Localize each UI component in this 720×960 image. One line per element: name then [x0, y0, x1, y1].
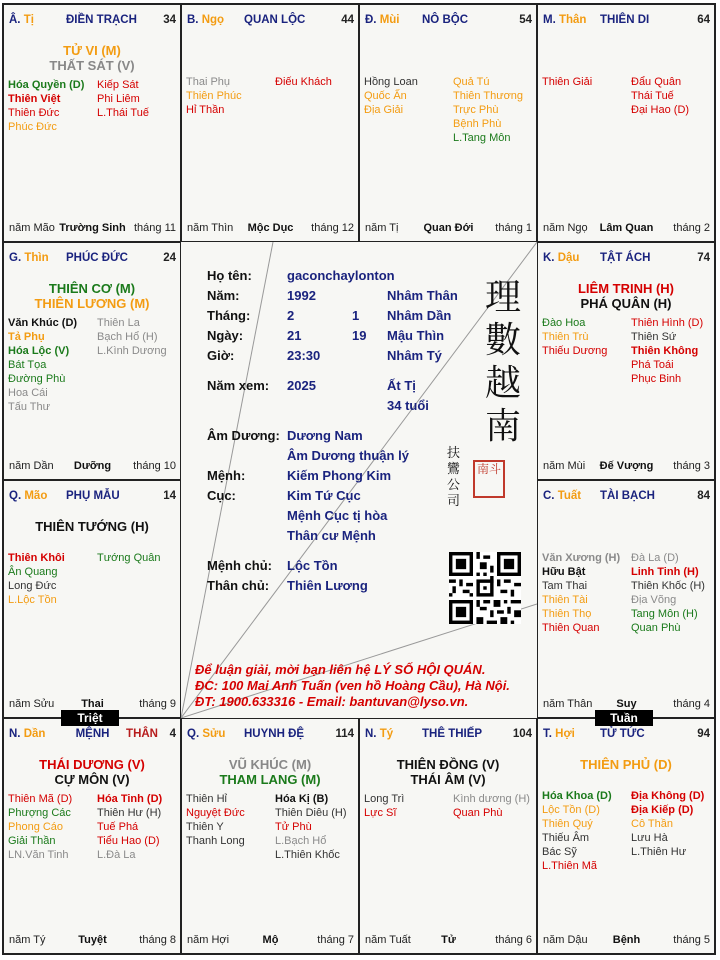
cell-age: 54 [519, 14, 532, 26]
footer-month: tháng 6 [495, 934, 532, 946]
tuan-badge: Tuần [595, 710, 653, 726]
cell-position: Â. Tị [9, 14, 34, 26]
main-stars [360, 757, 536, 787]
label-nam-xem: Năm xem: [207, 378, 270, 393]
footer-year: năm Tý [9, 934, 46, 946]
stars-column-right [97, 316, 181, 358]
red-seal-stamp: 南斗 [473, 460, 505, 498]
footer-year: năm Dần [9, 460, 54, 472]
star-item: Quan Phù [631, 622, 681, 634]
star-item: Hồng Loan [364, 76, 418, 88]
star-item: Phượng Các [8, 807, 71, 819]
main-star: THIÊN PHỦ (D) [580, 757, 672, 772]
calligraphy-char: 數 [484, 320, 521, 361]
cell-position: M. Thân [543, 14, 587, 26]
star-item: Bác Sỹ [542, 846, 577, 858]
star-item: Hóa Khoa (D) [542, 790, 612, 802]
cell-position: Đ. Mùi [365, 14, 400, 26]
star-item: Thanh Long [186, 835, 245, 847]
main-star: CỰ MÔN (V) [54, 772, 130, 787]
stars-column-left [186, 792, 272, 848]
cell-position: G. Thìn [9, 252, 49, 264]
cell-header [543, 14, 710, 28]
main-stars [538, 757, 714, 772]
triet-badge: Triệt [61, 710, 119, 726]
star-item: Tấu Thư [8, 401, 51, 413]
star-item: Hoa Cái [8, 387, 48, 399]
cell-age: 4 [169, 728, 176, 740]
star-item: Thai Phụ [186, 76, 231, 88]
cell-hoi[interactable] [537, 718, 715, 954]
footer-month: tháng 2 [673, 222, 710, 234]
star-item: Kình dương (H) [453, 793, 530, 805]
cell-header [365, 728, 532, 742]
qr-code-icon[interactable] [449, 552, 521, 624]
value-ho-ten: gaconchaylonton [287, 268, 395, 283]
label-nam: Năm: [207, 288, 240, 303]
main-star: THAM LANG (M) [219, 772, 321, 787]
cell-age: 34 [163, 14, 176, 26]
value-thang-am: 1 [352, 308, 360, 323]
star-item: Bệnh Phù [453, 118, 502, 130]
cell-header [365, 14, 532, 28]
footer-year: năm Sửu [9, 698, 55, 710]
value-cuc-2: Mệnh Cục tị hòa [287, 508, 388, 523]
cell-footer [9, 222, 176, 236]
star-item: L.Thiên Khốc [275, 849, 340, 861]
stars-column-right [631, 75, 715, 117]
footer-truong-sinh: Lâm Quan [599, 222, 654, 234]
star-item: Văn Xương (H) [542, 552, 621, 564]
cell-age: 84 [697, 490, 710, 502]
label-am-duong: Âm Dương: [207, 428, 280, 443]
cell-age: 14 [163, 490, 176, 502]
cell-footer [9, 934, 176, 948]
stars-column-right [631, 551, 715, 635]
calligraphy-char: 理 [484, 277, 521, 318]
cell-age: 74 [697, 252, 710, 264]
cell-age: 104 [512, 728, 532, 740]
stars-column-right [97, 551, 181, 565]
calligraphy-char: 越 [484, 363, 521, 404]
stars-column-left [8, 78, 94, 134]
value-tuoi: 34 tuổi [387, 398, 429, 413]
main-star: VŨ KHÚC (M) [228, 757, 312, 772]
star-item: Văn Khúc (D) [8, 317, 78, 329]
value-nam-xem: 2025 [287, 378, 316, 393]
stars-column-right [631, 789, 715, 859]
label-thang: Tháng: [207, 308, 251, 323]
star-item: Cô Thần [631, 818, 673, 830]
main-stars [4, 281, 180, 311]
main-stars [4, 43, 180, 73]
star-item: Thiên Trù [542, 331, 589, 343]
footer-year: năm Dậu [543, 934, 588, 946]
value-nam-can: Nhâm Thân [387, 288, 458, 303]
star-item: L.Lộc Tồn [8, 594, 57, 606]
star-item: Bạch Hổ (H) [97, 331, 158, 343]
cell-tuat[interactable] [537, 480, 715, 718]
label-gio: Giờ: [207, 348, 235, 363]
cell-footer [187, 222, 354, 236]
stars-column-left [8, 316, 94, 414]
star-item: Tử Phù [275, 821, 312, 833]
cell-footer [187, 934, 354, 948]
main-star: THIÊN LƯƠNG (M) [34, 296, 150, 311]
stars-column-right [453, 792, 537, 820]
calligraphy-title [473, 276, 533, 448]
palace-name: TÀI BẠCH [600, 490, 655, 502]
label-cuc: Cục: [207, 488, 236, 503]
footer-month: tháng 4 [673, 698, 710, 710]
star-item: Thiên Quý [542, 818, 593, 830]
value-nam-xem-can: Ất Tị [387, 378, 416, 393]
star-item: Lộc Tồn (D) [542, 804, 600, 816]
star-item: Thiên Khốc (H) [631, 580, 705, 592]
footer-month: tháng 7 [317, 934, 354, 946]
star-item: Hóa Kị (B) [275, 793, 329, 805]
star-item: Ân Quang [8, 566, 58, 578]
cell-than[interactable] [537, 4, 715, 242]
star-item: Long Trì [364, 793, 405, 805]
cell-position: Q. Mão [9, 490, 48, 502]
value-cuc-3: Thân cư Mệnh [287, 528, 376, 543]
footer-month: tháng 9 [139, 698, 176, 710]
main-star: THẤT SÁT (V) [49, 58, 135, 73]
star-item: Linh Tinh (H) [631, 566, 699, 578]
stars-column-left [542, 316, 628, 358]
cell-ti[interactable] [3, 4, 181, 242]
star-item: Phá Toái [631, 359, 674, 371]
stars-column-right [275, 75, 359, 89]
cell-position: T. Hợi [543, 728, 575, 740]
stars-column-left [364, 792, 450, 820]
footer-truong-sinh: Suy [616, 698, 637, 710]
star-item: Trực Phù [453, 104, 499, 116]
star-item: Thiên Giải [542, 76, 593, 88]
star-item: L.Tang Môn [453, 132, 511, 144]
than-marker: THÂN [126, 728, 158, 740]
value-gio-can: Nhâm Tý [387, 348, 442, 363]
cell-header [543, 490, 710, 504]
star-item: Phong Cáo [8, 821, 64, 833]
main-star: LIÊM TRINH (H) [577, 281, 675, 296]
footer-truong-sinh: Đế Vượng [599, 460, 654, 472]
star-item: Thiên Hư (H) [97, 807, 162, 819]
tu-vi-chart [2, 3, 716, 955]
footer-truong-sinh: Trường Sinh [59, 222, 126, 234]
star-item: Tướng Quân [97, 552, 161, 564]
palace-name: NÔ BỘC [422, 14, 468, 26]
star-item: Đường Phù [8, 373, 66, 385]
calligraphy-subtitle: 扶鸞公司 [447, 446, 461, 509]
footer-year: năm Tuất [365, 934, 411, 946]
star-item: Thiên Y [186, 821, 224, 833]
star-item: Thiên Mã (D) [8, 793, 73, 805]
cell-position: K. Dậu [543, 252, 580, 264]
cell-header [187, 14, 354, 28]
star-item: Hữu Bật [542, 566, 586, 578]
footer-month: tháng 11 [133, 222, 176, 234]
palace-name: ĐIỀN TRẠCH [66, 14, 137, 26]
main-star: THIÊN CƠ (M) [48, 281, 136, 296]
stars-column-right [97, 792, 181, 862]
star-item: Thiên Đức [8, 107, 60, 119]
cell-age: 64 [697, 14, 710, 26]
star-item: Thiên Sứ [631, 331, 677, 343]
value-am-duong: Dương Nam [287, 428, 363, 443]
star-item: Quan Phù [453, 807, 503, 819]
label-menh-chu: Mệnh chủ: [207, 558, 272, 573]
cell-position: C. Tuất [543, 490, 582, 502]
star-item: Quả Tú [453, 76, 490, 88]
cell-position: N. Tý [365, 728, 394, 740]
star-item: Tả Phụ [8, 331, 45, 343]
cell-header [9, 14, 176, 28]
star-item: Thiên Thọ [542, 608, 592, 620]
value-nam: 1992 [287, 288, 316, 303]
stars-column-left [8, 551, 94, 607]
footer-year: năm Thìn [187, 222, 234, 234]
star-item: L.Đà La [97, 849, 136, 861]
star-item: Đẩu Quân [631, 76, 682, 88]
star-item: L.Kình Dương [97, 345, 167, 357]
star-item: Thái Tuế [631, 90, 674, 102]
palace-name: THÊ THIẾP [422, 728, 483, 740]
star-item: LN.Văn Tinh [8, 849, 69, 861]
footer-month: tháng 10 [133, 460, 176, 472]
value-gio: 23:30 [287, 348, 321, 363]
cell-age: 44 [341, 14, 354, 26]
star-item: Hóa Quyền (D) [8, 79, 85, 91]
star-item: Thiên Hỉ [186, 793, 227, 805]
star-item: L.Bạch Hổ [275, 835, 327, 847]
star-item: Quốc Ấn [364, 90, 407, 102]
palace-name: THIÊN DI [600, 14, 650, 26]
footer-month: tháng 12 [311, 222, 354, 234]
cell-footer [9, 460, 176, 474]
footer-year: năm Tị [365, 222, 399, 234]
cell-age: 24 [163, 252, 176, 264]
footer-truong-sinh: Mộ [262, 934, 279, 946]
star-item: Thiếu Âm [542, 832, 590, 844]
stars-column-right [453, 75, 537, 145]
star-item: Lực Sĩ [364, 807, 397, 819]
star-item: Thiên Tài [542, 594, 588, 606]
star-item: Thiên Phúc [186, 90, 242, 102]
stars-column-right [97, 78, 181, 120]
value-am-duong-2: Âm Dương thuận lý [287, 448, 409, 463]
cell-header [543, 252, 710, 266]
label-than-chu: Thân chủ: [207, 578, 270, 593]
star-item: Địa Không (D) [631, 790, 705, 802]
stars-column-left [542, 75, 628, 89]
value-menh-chu: Lộc Tồn [287, 558, 338, 573]
cell-ngo[interactable] [181, 4, 359, 242]
footer-month: tháng 5 [673, 934, 710, 946]
footer-truong-sinh: Tử [441, 934, 456, 946]
star-item: Tiểu Hao (D) [97, 835, 160, 847]
main-star: THÁI DƯƠNG (V) [39, 757, 145, 772]
main-stars [4, 757, 180, 787]
main-star: TỬ VI (M) [63, 43, 121, 58]
star-item: Thiên Quan [542, 622, 600, 634]
star-item: Hóa Tinh (D) [97, 793, 163, 805]
star-item: Bát Tọa [8, 359, 47, 371]
main-star: PHÁ QUÂN (H) [580, 296, 672, 311]
palace-name: PHỤ MẪU [66, 490, 120, 502]
star-item: Thiên Diêu (H) [275, 807, 347, 819]
star-item: Phi Liêm [97, 93, 140, 105]
star-item: Kiếp Sát [97, 79, 139, 91]
contact-line-2: ĐC: 100 Mai Anh Tuấn (ven hồ Hoàng Cầu), Hà Nội. [195, 678, 510, 693]
palace-name: QUAN LỘC [244, 14, 306, 26]
label-ho-ten: Họ tên: [207, 268, 252, 283]
star-item: Thiên Khôi [8, 552, 65, 564]
value-thang-can: Nhâm Dần [387, 308, 452, 323]
value-thang: 2 [287, 308, 295, 323]
value-ngay-am: 19 [352, 328, 367, 343]
footer-year: năm Mùi [543, 460, 586, 472]
cell-suu[interactable] [181, 718, 359, 954]
stars-column-left [542, 551, 628, 635]
footer-truong-sinh: Mộc Dục [247, 222, 294, 234]
cell-footer [365, 934, 532, 948]
cell-header [9, 490, 176, 504]
calligraphy-char: 南 [484, 406, 521, 447]
center-panel [181, 242, 537, 718]
footer-month: tháng 3 [673, 460, 710, 472]
value-cuc: Kim Tứ Cục [287, 488, 361, 503]
star-item: Hỉ Thần [186, 104, 225, 116]
cell-footer [365, 222, 532, 236]
star-item: L.Thiên Hư [631, 846, 687, 858]
star-item: Tuế Phá [97, 821, 139, 833]
value-ngay-can: Mậu Thìn [387, 328, 445, 343]
palace-name: MỆNH [75, 728, 110, 740]
stars-column-right [631, 316, 715, 386]
star-item: Thiên Việt [8, 93, 61, 105]
cell-footer [543, 460, 710, 474]
star-item: L.Thiên Mã [542, 860, 598, 872]
footer-truong-sinh: Dưỡng [73, 460, 112, 472]
footer-month: tháng 8 [139, 934, 176, 946]
footer-year: năm Ngọ [543, 222, 588, 234]
label-menh: Mệnh: [207, 468, 246, 483]
main-star: THÁI ÂM (V) [410, 772, 486, 787]
main-stars [538, 281, 714, 311]
stars-column-right [275, 792, 359, 862]
star-item: Địa Giải [364, 104, 404, 116]
star-item: Điếu Khách [275, 76, 332, 88]
star-item: Giải Thần [8, 835, 56, 847]
star-item: Địa Kiếp (D) [631, 804, 694, 816]
footer-truong-sinh: Thai [81, 698, 104, 710]
star-item: Thiếu Dương [542, 345, 608, 357]
star-item: Thiên Thương [453, 90, 524, 102]
cell-header [9, 728, 176, 742]
value-menh: Kiếm Phong Kim [287, 468, 392, 483]
star-item: Phúc Đức [8, 121, 57, 133]
star-item: Đào Hoa [542, 317, 586, 329]
star-item: Đà La (D) [631, 552, 679, 564]
cell-footer [543, 222, 710, 236]
main-star: THIÊN TƯỚNG (H) [35, 519, 149, 534]
value-than-chu: Thiên Lương [287, 578, 368, 593]
palace-name: HUYNH ĐỆ [244, 728, 305, 740]
label-ngay: Ngày: [207, 328, 244, 343]
star-item: Phục Binh [631, 373, 682, 385]
stars-column-left [8, 792, 94, 862]
cell-mui[interactable] [359, 4, 537, 242]
main-star: THIÊN ĐỒNG (V) [396, 757, 500, 772]
star-item: Tam Thai [542, 580, 588, 592]
footer-month: tháng 1 [495, 222, 532, 234]
cell-position: N. Dần [9, 728, 46, 740]
cell-thin[interactable] [3, 242, 181, 480]
cell-ty[interactable] [359, 718, 537, 954]
footer-year: năm Mão [9, 222, 55, 234]
cell-header [187, 728, 354, 742]
cell-footer [543, 934, 710, 948]
contact-line-3: ĐT: 1900.633316 - Email: bantuvan@lyso.vn. [195, 694, 469, 709]
value-ngay: 21 [287, 328, 302, 343]
footer-truong-sinh: Bệnh [612, 934, 641, 946]
star-item: L.Thái Tuế [97, 107, 149, 119]
palace-name: TẬT ÁCH [600, 252, 651, 264]
cell-age: 114 [335, 728, 354, 740]
footer-year: năm Thân [543, 698, 593, 710]
star-item: Địa Võng [631, 594, 677, 606]
star-item: Thiên Không [631, 345, 699, 357]
contact-line-1: Để luận giải, mời bạn liên hệ LÝ SỐ HỘI QUÁN. [195, 662, 486, 677]
star-item: Thiên Hình (D) [631, 317, 704, 329]
cell-dan[interactable] [3, 718, 181, 954]
main-stars [182, 757, 358, 787]
star-item: Thiên La [97, 317, 140, 329]
palace-name: TỬ TỨC [600, 728, 645, 740]
cell-position: Q. Sửu [187, 728, 226, 740]
star-item: Đại Hao (D) [631, 104, 690, 116]
footer-truong-sinh: Tuyệt [78, 934, 107, 946]
stars-column-left [364, 75, 450, 117]
star-item: Nguyệt Đức [186, 807, 245, 819]
cell-header [543, 728, 710, 742]
palace-name: PHÚC ĐỨC [66, 252, 128, 264]
cell-age: 94 [697, 728, 710, 740]
cell-position: B. Ngọ [187, 14, 225, 26]
star-item: Hóa Lộc (V) [8, 345, 70, 357]
stars-column-left [186, 75, 272, 117]
cell-mao[interactable] [3, 480, 181, 718]
star-item: Lưu Hà [631, 832, 668, 844]
cell-dau[interactable] [537, 242, 715, 480]
footer-year: năm Hợi [187, 934, 230, 946]
stars-column-left [542, 789, 628, 873]
star-item: Long Đức [8, 580, 57, 592]
main-stars [4, 519, 180, 534]
footer-truong-sinh: Quan Đới [423, 222, 474, 234]
star-item: Tang Môn (H) [631, 608, 698, 620]
cell-header [9, 252, 176, 266]
